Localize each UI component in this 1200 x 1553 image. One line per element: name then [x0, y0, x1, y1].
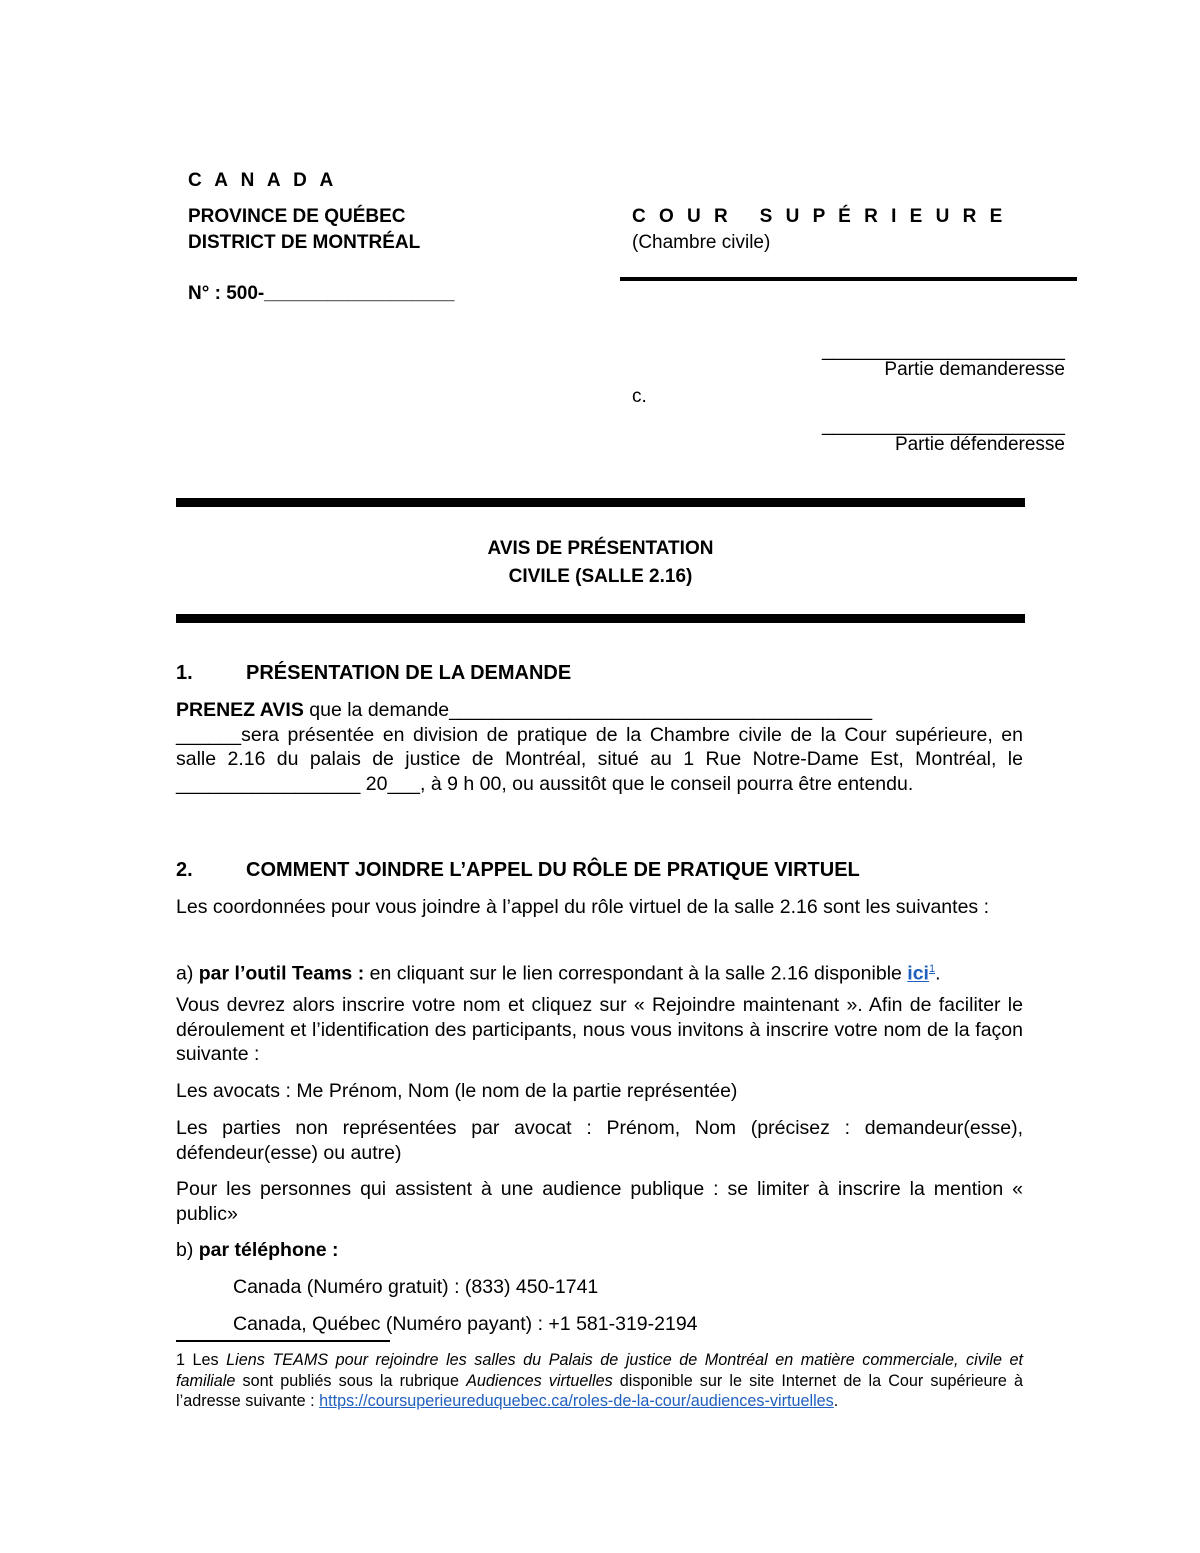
footnote-url-link[interactable]: https://coursuperieureduquebec.ca/roles-de-la-cour/audiences-virtuelles	[319, 1392, 834, 1410]
country-label: C A N A D A	[188, 170, 338, 191]
defendant-blank: _______________________	[821, 415, 1065, 436]
section2-title: COMMENT JOINDRE L’APPEL DU RÔLE DE PRATIQUE VIRTUEL	[246, 859, 860, 881]
teams-option	[176, 957, 1023, 986]
document-title-line2: CIVILE (SALLE 2.16)	[508, 566, 693, 587]
phone-option	[176, 1238, 1023, 1263]
title-rule-bottom	[176, 614, 1025, 623]
ici-link[interactable]: ici	[907, 962, 929, 985]
section1-body	[176, 698, 1023, 796]
footnote-text-b: sont publiés sous la rubrique	[235, 1371, 467, 1390]
plaintiff-label: Partie demanderesse	[884, 359, 1065, 380]
footnote-italic2: Audiences virtuelles	[466, 1371, 613, 1390]
header-rule	[620, 277, 1077, 281]
teams-prefix: a)	[176, 962, 199, 985]
teams-label: par l’outil Teams :	[198, 962, 365, 985]
district-label: DISTRICT DE MONTRÉAL	[188, 232, 421, 253]
versus-label: c.	[632, 386, 647, 407]
file-number: N° : 500-__________________	[188, 283, 455, 304]
court-name: C O U R S U P É R I E U R E	[632, 206, 1007, 227]
defendant-label: Partie défenderesse	[894, 434, 1065, 455]
teams-end: .	[935, 962, 941, 985]
phone-prefix: b)	[176, 1239, 199, 1261]
plaintiff-blank: _______________________	[821, 340, 1065, 361]
section1-paragraph: ______sera présentée en division de pratique de la Chambre civile de la Cour supérieure, en salle 2.16 du palais de justice de Montréal, situé au 1 Rue Notre-Dame Est, Montréal, le _________________ 20___, à 9 h 00, ou aussitôt que le conseil pourra être entendu.	[176, 723, 1023, 795]
footnote-text-a: Les	[192, 1351, 227, 1369]
footnote-number: 1	[176, 1351, 193, 1369]
demande-line: que la demande_______________________________________	[303, 699, 873, 721]
footnote-text-c: disponible sur le site Internet de la Cour supérieure à l’adresse suivante :	[176, 1371, 1023, 1410]
footnote-separator	[176, 1340, 390, 1342]
section1-number: 1.	[176, 662, 193, 684]
title-rule-top	[176, 498, 1025, 507]
teams-instructions: Vous devrez alors inscrire votre nom et cliquez sur « Rejoindre maintenant ». Afin de faciliter le déroulement et l’identification des participants, nous vous invitons à inscrire votre nom de la façon suivante :	[176, 994, 1023, 1065]
phone-paid-number: Canada, Québec (Numéro payant) : +1 581-319-2194	[233, 1313, 698, 1335]
footnote-italic: Liens TEAMS pour rejoindre les salles du Palais de justice de Montréal en matière commerciale, civile et familiale	[176, 1351, 1023, 1390]
public-format: Pour les personnes qui assistent à une audience publique : se limiter à inscrire la mention « public»	[176, 1178, 1023, 1225]
lawyers-format: Les avocats : Me Prénom, Nom (le nom de la partie représentée)	[176, 1080, 738, 1102]
document-title-line1: AVIS DE PRÉSENTATION	[487, 538, 714, 559]
footnote-end: .	[833, 1392, 839, 1410]
section2-number: 2.	[176, 859, 193, 881]
teams-text: en cliquant sur le lien correspondant à la salle 2.16 disponible	[364, 962, 908, 985]
phone-free-number: Canada (Numéro gratuit) : (833) 450-1741	[233, 1276, 599, 1298]
footnote	[176, 1350, 1023, 1412]
province-label: PROVINCE DE QUÉBEC	[188, 206, 406, 227]
footnote-ref[interactable]: 1	[928, 963, 936, 975]
section2-heading	[176, 857, 860, 883]
phone-label: par téléphone :	[198, 1239, 339, 1261]
unrepresented-format: Les parties non représentées par avocat : Prénom, Nom (précisez : demandeur(esse), défendeur(esse) ou autre)	[176, 1117, 1023, 1164]
chamber-label: (Chambre civile)	[632, 232, 771, 253]
section2-intro: Les coordonnées pour vous joindre à l’appel du rôle virtuel de la salle 2.16 sont les suivantes :	[176, 896, 990, 918]
prenez-avis: PRENEZ AVIS	[176, 699, 304, 721]
section1-heading	[176, 660, 571, 686]
section1-title: PRÉSENTATION DE LA DEMANDE	[246, 662, 572, 684]
